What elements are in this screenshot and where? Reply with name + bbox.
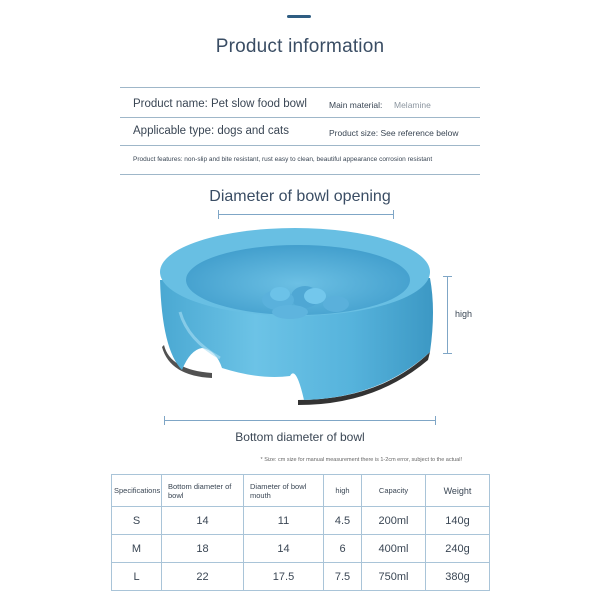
info-divider-top (120, 87, 480, 88)
bottom-dim-tick-right (435, 416, 436, 425)
table-header-row (112, 475, 490, 507)
bottom-dim-line (164, 420, 436, 421)
table-cell: 240g (426, 535, 490, 563)
table-cell: 380g (426, 563, 490, 591)
header-cell: Diameter of bowl mouth (244, 475, 324, 507)
opening-diameter-label: Diameter of bowl opening (209, 188, 391, 205)
table-cell: S (112, 507, 162, 535)
header-cell: Bottom diameter of bowl (162, 475, 244, 507)
height-dim-line (447, 276, 448, 354)
header-cell: Specifications (112, 475, 162, 507)
material-label: Main material: (329, 100, 383, 110)
product-name: Product name: Pet slow food bowl (133, 98, 307, 110)
table-cell: 4.5 (324, 507, 362, 535)
table-cell: 17.5 (244, 563, 324, 591)
table-cell: 14 (244, 535, 324, 563)
table-cell: 11 (244, 507, 324, 535)
info-divider-1 (120, 117, 480, 118)
material-value: Melamine (394, 100, 431, 110)
table-cell: M (112, 535, 162, 563)
accent-bar (287, 15, 311, 18)
table-cell: 14 (162, 507, 244, 535)
table-cell: 140g (426, 507, 490, 535)
applicable-type: Applicable type: dogs and cats (133, 125, 289, 137)
measurement-note: * Size: cm size for manual measurement there is 1-2cm error, subject to the actual! (260, 457, 462, 463)
table-cell: 6 (324, 535, 362, 563)
header-cell: Capacity (362, 475, 426, 507)
product-features: Product features: non-slip and bite resistant, rust easy to clean, beautiful appearance corrosion resistant (133, 156, 433, 163)
product-info-box (120, 87, 480, 175)
table-cell: 200ml (362, 507, 426, 535)
header-cell: high (324, 475, 362, 507)
spec-table (111, 474, 490, 591)
table-cell: 400ml (362, 535, 426, 563)
height-label: high (455, 309, 473, 319)
table-row (112, 563, 490, 591)
table-cell: 22 (162, 563, 244, 591)
table-cell: 7.5 (324, 563, 362, 591)
product-size: Product size: See reference below (329, 128, 459, 138)
info-divider-2 (120, 145, 480, 146)
table-row (112, 507, 490, 535)
table-cell: 18 (162, 535, 244, 563)
table-cell: L (112, 563, 162, 591)
table-row (112, 535, 490, 563)
info-divider-bottom (120, 174, 480, 175)
page-title: Product information (215, 36, 385, 57)
bottom-diameter-label: Bottom diameter of bowl (235, 430, 365, 444)
table-cell: 750ml (362, 563, 426, 591)
bowl-illustration (140, 200, 440, 420)
header-cell: Weight (426, 475, 490, 507)
height-dim-tick-bottom (443, 353, 452, 354)
